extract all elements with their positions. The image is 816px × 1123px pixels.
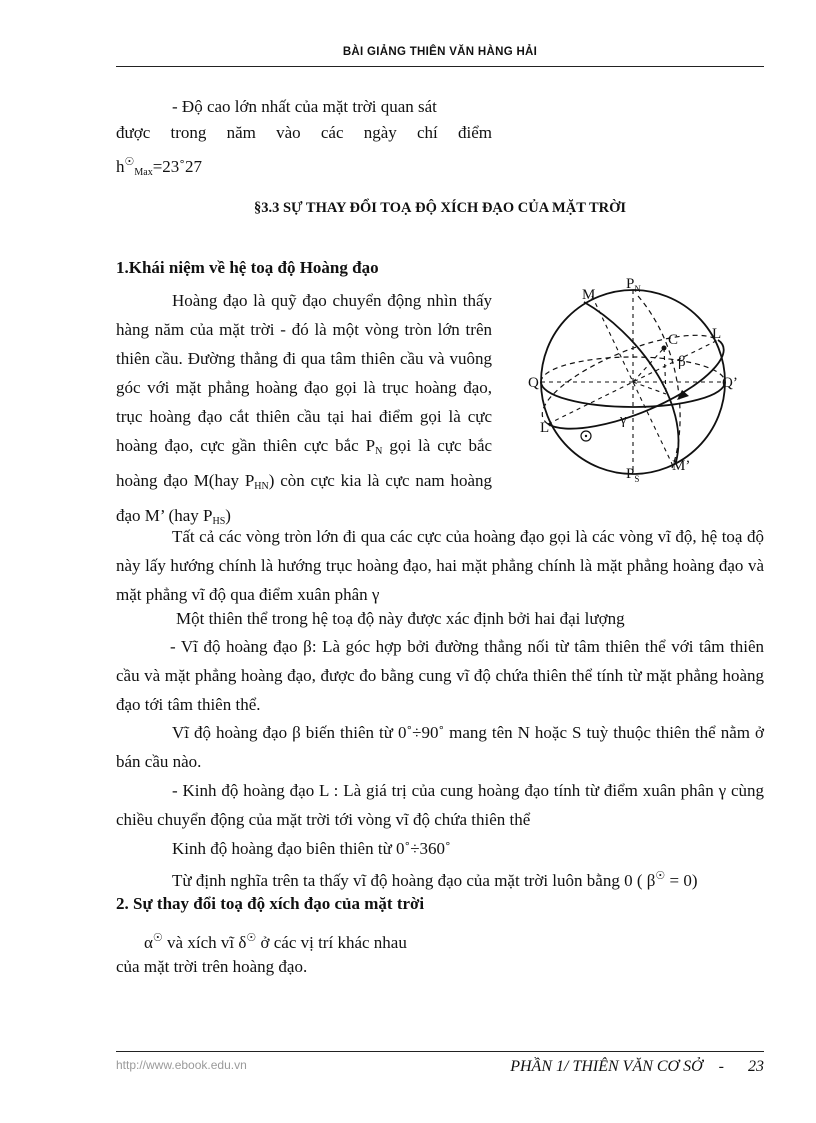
alpha-symbol: α (144, 933, 153, 952)
ecliptic-front (548, 340, 724, 429)
label-L: L (712, 326, 722, 342)
h-max-value: =23˚27 (152, 157, 202, 176)
para1-text: Hoàng đạo là quỹ đạo chuyển động nhìn thấy hàng năm của mặt trời - đó là một vòng tròn lớn trên thiên cầu. Đường thẳng đi qua tâm thiên cầu và vuông góc với mặt phẳng hoàng đạo gọi là trục hoàng đạo, trục hoàng đạo cắt thiên cầu tại hai điểm gọi là cực hoàng đạo, cực gần thiên cực bắc (116, 291, 492, 455)
ecliptic-coordinate-diagram (526, 272, 756, 484)
part2-heading: 2. Sự thay đổi toạ độ xích đạo của mặt trời (116, 894, 425, 913)
hs-subscript: HS (212, 516, 226, 527)
label-PN: $P_N$ (626, 276, 641, 294)
label-Q-prime: Q’ (722, 375, 738, 391)
page-header: BÀI GIẢNG THIÊN VĂN HÀNG HẢI (342, 46, 538, 58)
hn-subscript: HN (254, 481, 269, 492)
ecliptic-back (542, 335, 718, 424)
footer-part-title: PHẦN 1/ THIÊN VĂN CƠ SỞ (510, 1058, 703, 1075)
label-Q: Q (528, 375, 539, 391)
label-M: M (582, 287, 596, 303)
label-gamma: γ (620, 412, 627, 428)
sun-symbol-icon: ☉ (124, 156, 135, 168)
star-point (662, 346, 667, 351)
part1-heading: 1.Khái niệm về hệ toạ độ Hoàng đạo (116, 258, 379, 277)
sun-symbol-icon: ☉ (152, 932, 163, 944)
part2-line-2: của mặt trời trên hoàng đạo. (116, 957, 308, 976)
part1-para6: - Kinh độ hoàng đạo L : Là giá trị của cung hoàng đạo tính từ điểm xuân phân γ cùng chiều chuyển động của mặt trời tới vòng vĩ độ chứa thiên thể (116, 781, 764, 829)
h-max-subscript: Max (134, 167, 153, 178)
part1-para8 (172, 862, 698, 895)
header-rule (116, 66, 764, 67)
sun-center-dot (585, 435, 587, 437)
page-number: 23 (748, 1058, 764, 1075)
pn-symbol: P (365, 436, 376, 455)
positions-text: ở các vị trí khác nhau (256, 933, 407, 952)
footer-url[interactable]: http://www.ebook.edu.vn (116, 1058, 247, 1072)
part1-para5: Vĩ độ hoàng đạo β biến thiên từ 0˚÷90˚ mang tên N hoặc S tuỳ thuộc thiên thể nằm ở bán cầu nào. (116, 723, 764, 771)
para8-text-b: = 0) (665, 871, 698, 890)
intro-line-2: được trong năm vào các ngày chí điểm (116, 123, 492, 142)
intro-h-max (116, 148, 202, 187)
part1-para3: Một thiên thể trong hệ toạ độ này được xác định bởi hai đại lượng (176, 609, 625, 628)
h-symbol: h (116, 157, 125, 176)
intro-line-1: - Độ cao lớn nhất của mặt trời quan sát (172, 97, 437, 116)
pn-subscript: N (375, 446, 383, 457)
label-beta: β (678, 354, 686, 370)
sun-symbol-icon: ☉ (655, 870, 666, 882)
footer-rule (116, 1051, 764, 1052)
part1-para1 (116, 286, 492, 536)
sun-symbol-icon: ☉ (246, 932, 257, 944)
label-M-prime: M’ (672, 458, 691, 474)
meridian-circle (638, 296, 680, 468)
label-C: C (668, 332, 679, 348)
section-title: §3.3 SỰ THAY ĐỔI TOẠ ĐỘ XÍCH ĐẠO CỦA MẶT TRỜI (253, 200, 627, 216)
part1-para2: Tất cả các vòng tròn lớn đi qua các cực của hoàng đạo gọi là các vòng vĩ độ, hệ toạ độ này lấy hướng chính là hướng trục hoàng đạo, hai mặt phẳng chính là mặt phẳng hoàng đạo và mặt phẳng vĩ độ qua điểm xuân phân γ (116, 527, 764, 604)
declination-text: và xích vĩ δ (162, 933, 247, 952)
para8-text-a: Từ định nghĩa trên ta thấy vĩ độ hoàng đạo của mặt trời luôn bằng 0 ( β (172, 871, 656, 890)
para1-text-d: ) (225, 506, 231, 525)
part1-para7: Kinh độ hoàng đạo biên thiên từ 0˚÷360˚ (172, 839, 451, 858)
para1-text-b: gọi là cực bắc hoàng đạo M(hay P (116, 436, 493, 490)
part1-para4: - Vĩ độ hoàng đạo β: Là góc hợp bởi đường thẳng nối từ tâm thiên thể với tâm thiên cầu và mặt phẳng hoàng đạo, được đo bằng cung vĩ độ chứa thiên thể tính từ mặt phẳng hoàng đạo tới tâm thiên thể. (116, 637, 764, 714)
footer-separator: - (718, 1058, 724, 1075)
label-L-prime: L’ (540, 420, 553, 436)
footer-part-page (510, 1058, 764, 1076)
para1-text-c: ) còn cực kia là cực nam hoàng đạo M’ (hay P (116, 471, 493, 525)
label-PS: $P_S$ (626, 466, 640, 484)
